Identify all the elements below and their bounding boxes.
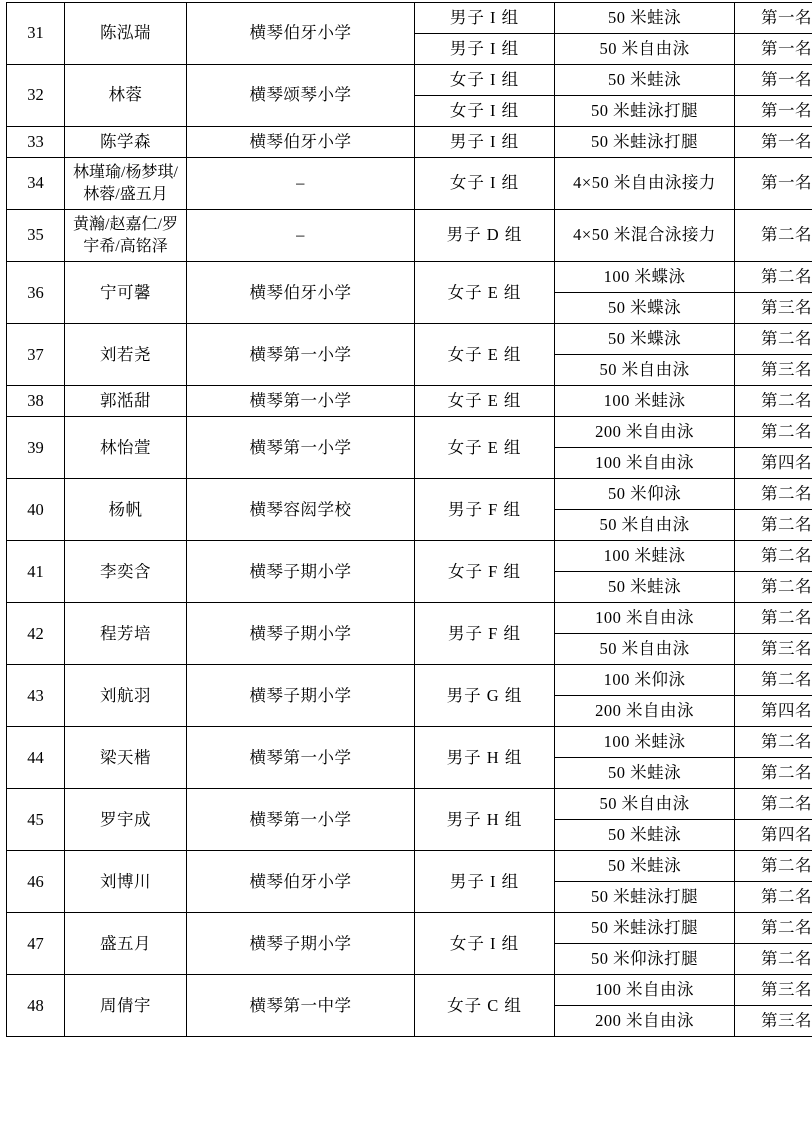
cell-event: 100 米仰泳 [555,665,735,696]
cell-rank: 第三名 [735,975,812,1006]
cell-school: 横琴容闳学校 [187,479,415,541]
cell-event: 200 米自由泳 [555,417,735,448]
cell-event: 50 米蛙泳 [555,820,735,851]
cell-group: 女子 I 组 [415,65,555,96]
cell-school: 横琴子期小学 [187,665,415,727]
cell-group: 女子 C 组 [415,975,555,1037]
table-row [7,3,812,34]
cell-event: 50 米自由泳 [555,634,735,665]
cell-rank: 第四名 [735,820,812,851]
cell-event: 50 米蛙泳打腿 [555,913,735,944]
cell-serial-number: 38 [7,386,65,417]
cell-rank: 第二名 [735,789,812,820]
cell-event: 100 米蝶泳 [555,262,735,293]
table-row [7,262,812,293]
cell-athlete-name: 郭湉甜 [65,386,187,417]
cell-school: 横琴第一小学 [187,417,415,479]
cell-rank: 第四名 [735,696,812,727]
table-row [7,158,812,210]
cell-group: 女子 I 组 [415,158,555,210]
cell-group: 女子 I 组 [415,96,555,127]
cell-rank: 第二名 [735,572,812,603]
cell-serial-number: 37 [7,324,65,386]
table-row [7,65,812,96]
cell-athlete-name: 刘航羽 [65,665,187,727]
cell-school: 横琴伯牙小学 [187,851,415,913]
cell-rank: 第一名 [735,96,812,127]
results-table [6,2,812,1037]
cell-event: 200 米自由泳 [555,696,735,727]
cell-serial-number: 46 [7,851,65,913]
cell-athlete-name: 林怡萱 [65,417,187,479]
cell-school: 横琴第一小学 [187,727,415,789]
cell-rank: 第二名 [735,386,812,417]
table-row [7,789,812,820]
cell-event: 50 米自由泳 [555,510,735,541]
cell-school: 横琴子期小学 [187,541,415,603]
cell-athlete-name: 盛五月 [65,913,187,975]
cell-athlete-name: 黄瀚/赵嘉仁/罗宇希/高铭泽 [65,210,187,262]
cell-group: 女子 E 组 [415,386,555,417]
cell-athlete-name: 林瑾瑜/杨梦琪/林蓉/盛五月 [65,158,187,210]
cell-group: 男子 F 组 [415,479,555,541]
cell-serial-number: 42 [7,603,65,665]
cell-rank: 第三名 [735,634,812,665]
table-row [7,479,812,510]
table-row [7,210,812,262]
cell-event: 50 米蛙泳 [555,572,735,603]
cell-rank: 第二名 [735,603,812,634]
table-row [7,324,812,355]
cell-rank: 第二名 [735,210,812,262]
cell-rank: 第二名 [735,510,812,541]
cell-serial-number: 36 [7,262,65,324]
cell-athlete-name: 程芳培 [65,603,187,665]
cell-school: – [187,158,415,210]
cell-serial-number: 44 [7,727,65,789]
table-row [7,417,812,448]
results-table-body [7,3,812,1037]
cell-group: 男子 G 组 [415,665,555,727]
cell-group: 女子 F 组 [415,541,555,603]
cell-athlete-name: 刘若尧 [65,324,187,386]
cell-rank: 第二名 [735,665,812,696]
cell-group: 男子 I 组 [415,127,555,158]
cell-serial-number: 39 [7,417,65,479]
cell-group: 男子 I 组 [415,34,555,65]
cell-event: 100 米自由泳 [555,975,735,1006]
cell-school: 横琴第一小学 [187,386,415,417]
cell-rank: 第一名 [735,158,812,210]
cell-rank: 第一名 [735,127,812,158]
cell-event: 50 米蛙泳 [555,851,735,882]
cell-school: – [187,210,415,262]
cell-rank: 第三名 [735,355,812,386]
cell-serial-number: 32 [7,65,65,127]
cell-event: 50 米蛙泳打腿 [555,96,735,127]
cell-event: 4×50 米混合泳接力 [555,210,735,262]
cell-athlete-name: 陈泓瑞 [65,3,187,65]
cell-rank: 第一名 [735,3,812,34]
cell-athlete-name: 罗宇成 [65,789,187,851]
cell-group: 男子 I 组 [415,851,555,913]
table-row [7,541,812,572]
cell-group: 男子 I 组 [415,3,555,34]
cell-event: 50 米仰泳 [555,479,735,510]
cell-rank: 第二名 [735,913,812,944]
table-row [7,975,812,1006]
cell-group: 女子 E 组 [415,324,555,386]
cell-athlete-name: 杨帆 [65,479,187,541]
cell-rank: 第二名 [735,324,812,355]
cell-serial-number: 43 [7,665,65,727]
cell-school: 横琴伯牙小学 [187,127,415,158]
cell-school: 横琴子期小学 [187,603,415,665]
cell-school: 横琴子期小学 [187,913,415,975]
cell-event: 50 米自由泳 [555,34,735,65]
cell-event: 100 米蛙泳 [555,727,735,758]
cell-athlete-name: 梁天楷 [65,727,187,789]
cell-event: 100 米蛙泳 [555,386,735,417]
cell-event: 50 米蛙泳 [555,758,735,789]
table-row [7,665,812,696]
cell-group: 男子 H 组 [415,789,555,851]
cell-rank: 第二名 [735,758,812,789]
cell-serial-number: 47 [7,913,65,975]
cell-rank: 第二名 [735,541,812,572]
cell-rank: 第二名 [735,851,812,882]
cell-rank: 第二名 [735,727,812,758]
table-row [7,603,812,634]
cell-school: 横琴第一小学 [187,324,415,386]
cell-school: 横琴第一小学 [187,789,415,851]
cell-rank: 第四名 [735,448,812,479]
cell-athlete-name: 周倩宇 [65,975,187,1037]
cell-athlete-name: 李奕含 [65,541,187,603]
table-row [7,386,812,417]
cell-group: 男子 H 组 [415,727,555,789]
cell-event: 50 米自由泳 [555,789,735,820]
cell-event: 50 米蛙泳 [555,3,735,34]
cell-event: 100 米自由泳 [555,603,735,634]
cell-event: 100 米蛙泳 [555,541,735,572]
cell-rank: 第二名 [735,417,812,448]
cell-event: 50 米蛙泳 [555,65,735,96]
cell-school: 横琴伯牙小学 [187,262,415,324]
cell-event: 200 米自由泳 [555,1006,735,1037]
cell-event: 50 米蝶泳 [555,293,735,324]
cell-athlete-name: 宁可馨 [65,262,187,324]
cell-serial-number: 41 [7,541,65,603]
cell-serial-number: 31 [7,3,65,65]
cell-group: 女子 E 组 [415,417,555,479]
cell-rank: 第二名 [735,944,812,975]
cell-rank: 第二名 [735,479,812,510]
cell-event: 4×50 米自由泳接力 [555,158,735,210]
table-row [7,727,812,758]
cell-school: 横琴第一中学 [187,975,415,1037]
cell-event: 50 米蛙泳打腿 [555,127,735,158]
cell-serial-number: 48 [7,975,65,1037]
cell-event: 50 米蛙泳打腿 [555,882,735,913]
cell-group: 男子 F 组 [415,603,555,665]
cell-serial-number: 40 [7,479,65,541]
cell-school: 横琴颂琴小学 [187,65,415,127]
cell-event: 50 米自由泳 [555,355,735,386]
cell-rank: 第三名 [735,293,812,324]
table-row [7,851,812,882]
cell-group: 男子 D 组 [415,210,555,262]
cell-rank: 第二名 [735,262,812,293]
cell-event: 50 米蝶泳 [555,324,735,355]
cell-athlete-name: 刘博川 [65,851,187,913]
cell-serial-number: 35 [7,210,65,262]
cell-rank: 第一名 [735,65,812,96]
cell-group: 女子 E 组 [415,262,555,324]
cell-serial-number: 34 [7,158,65,210]
cell-rank: 第一名 [735,34,812,65]
table-row [7,127,812,158]
cell-rank: 第二名 [735,882,812,913]
cell-athlete-name: 陈学森 [65,127,187,158]
cell-serial-number: 33 [7,127,65,158]
cell-athlete-name: 林蓉 [65,65,187,127]
cell-event: 100 米自由泳 [555,448,735,479]
cell-group: 女子 I 组 [415,913,555,975]
cell-rank: 第三名 [735,1006,812,1037]
table-row [7,913,812,944]
cell-school: 横琴伯牙小学 [187,3,415,65]
cell-serial-number: 45 [7,789,65,851]
cell-event: 50 米仰泳打腿 [555,944,735,975]
